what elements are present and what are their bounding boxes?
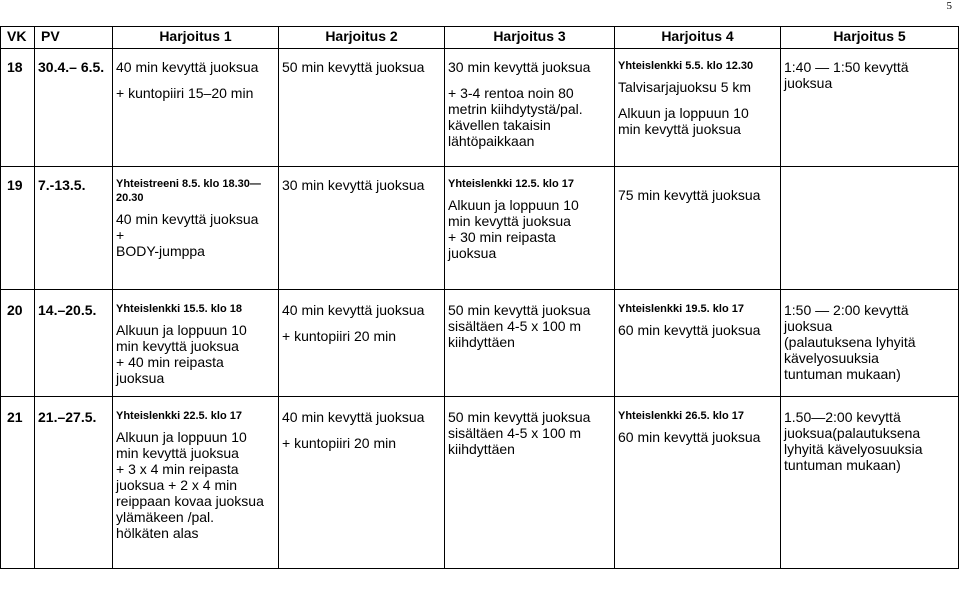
header-harjoitus-5: Harjoitus 5 <box>781 27 959 49</box>
workout-line: 60 min kevyttä juoksua <box>618 429 761 445</box>
workout-line: + 30 min reipasta <box>448 229 556 245</box>
header-vk: VK <box>1 27 35 49</box>
workout-5-cell <box>781 49 959 167</box>
workout-4-cell <box>615 167 781 290</box>
training-schedule-table <box>0 26 959 569</box>
workout-line: 30 min kevyttä juoksua <box>448 59 591 75</box>
workout-4-cell <box>615 397 781 569</box>
workout-line: BODY-jumppa <box>116 243 205 259</box>
workout-line: juoksua <box>116 370 165 386</box>
workout-line: sisältäen 4-5 x 100 m <box>448 425 582 441</box>
workout-line: hölkäten alas <box>116 525 199 541</box>
week-number: 18 <box>1 49 35 167</box>
date-range: 21.–27.5. <box>35 397 113 569</box>
workout-line: kiihdyttäen <box>448 334 515 350</box>
week-number: 21 <box>1 397 35 569</box>
workout-3-cell <box>445 49 615 167</box>
workout-line: + kuntopiiri 15–20 min <box>116 85 254 101</box>
workout-line: juoksua + 2 x 4 min <box>116 477 238 493</box>
workout-5-cell <box>781 167 959 290</box>
date-range: 14.–20.5. <box>35 290 113 397</box>
week-number: 19 <box>1 167 35 290</box>
workout-line: 50 min kevyttä juoksua <box>448 409 591 425</box>
workout-line: lähtöpaikkaan <box>448 133 535 149</box>
page-number: 5 <box>946 0 952 12</box>
workout-line: + <box>116 227 125 243</box>
table-row <box>1 397 959 569</box>
workout-3-cell <box>445 397 615 569</box>
workout-1-cell <box>113 397 279 569</box>
workout-line: juoksua <box>448 245 497 261</box>
group-run-title: Yhteislenkki 12.5. klo 17 <box>448 178 574 190</box>
workout-line: 40 min kevyttä juoksua <box>116 59 259 75</box>
workout-line: juoksua(palautuksena <box>784 425 921 441</box>
table-row <box>1 167 959 290</box>
group-run-title: Yhteislenkki 19.5. klo 17 <box>618 303 744 315</box>
workout-line: 40 min kevyttä juoksua <box>282 302 425 318</box>
workout-4-cell <box>615 49 781 167</box>
workout-line: lyhyitä kävelyosuuksia <box>784 441 923 457</box>
week-number: 20 <box>1 290 35 397</box>
workout-line: Alkuun ja loppuun 10 <box>448 197 579 213</box>
date-range: 30.4.– 6.5. <box>35 49 113 167</box>
workout-line: 40 min kevyttä juoksua <box>282 409 425 425</box>
workout-line: tuntuman mukaan) <box>784 366 901 382</box>
workout-3-cell <box>445 167 615 290</box>
header-harjoitus-3: Harjoitus 3 <box>445 27 615 49</box>
header-harjoitus-2: Harjoitus 2 <box>279 27 445 49</box>
workout-line: + 3 x 4 min reipasta <box>116 461 239 477</box>
workout-line: Alkuun ja loppuun 10 <box>116 429 247 445</box>
group-training-title: 20.30 <box>116 192 144 204</box>
workout-line: Alkuun ja loppuun 10 <box>116 322 247 338</box>
workout-1-cell <box>113 49 279 167</box>
workout-2-cell <box>279 49 445 167</box>
table-row <box>1 49 959 167</box>
workout-line: 40 min kevyttä juoksua <box>116 211 259 227</box>
date-range: 7.-13.5. <box>35 167 113 290</box>
workout-line: (palautuksena lyhyitä <box>784 334 916 350</box>
workout-line: 1.50—2:00 kevyttä <box>784 409 901 425</box>
header-harjoitus-1: Harjoitus 1 <box>113 27 279 49</box>
workout-line: 60 min kevyttä juoksua <box>618 322 761 338</box>
workout-2-cell <box>279 290 445 397</box>
workout-line: 30 min kevyttä juoksua <box>282 177 425 193</box>
workout-line: sisältäen 4-5 x 100 m <box>448 318 582 334</box>
workout-line: min kevyttä juoksua <box>618 121 741 137</box>
group-run-title: Yhteislenkki 22.5. klo 17 <box>116 410 242 422</box>
workout-line: juoksua <box>784 318 833 334</box>
workout-line: metrin kiihdytystä/pal. <box>448 101 583 117</box>
workout-line: 1:40 — 1:50 kevyttä <box>784 59 909 75</box>
header-row <box>1 27 959 49</box>
workout-5-cell <box>781 397 959 569</box>
group-run-title: Yhteislenkki 15.5. klo 18 <box>116 303 242 315</box>
workout-5-cell <box>781 290 959 397</box>
workout-line: 50 min kevyttä juoksua <box>448 302 591 318</box>
workout-4-cell <box>615 290 781 397</box>
workout-line: 1:50 — 2:00 kevyttä <box>784 302 909 318</box>
workout-line: juoksua <box>784 75 833 91</box>
workout-line: kiihdyttäen <box>448 441 515 457</box>
table-row <box>1 290 959 397</box>
workout-1-cell <box>113 167 279 290</box>
group-run-title: Yhteislenkki 26.5. klo 17 <box>618 410 744 422</box>
workout-line: kävellen takaisin <box>448 117 551 133</box>
workout-line: + kuntopiiri 20 min <box>282 328 397 344</box>
workout-line: 75 min kevyttä juoksua <box>618 187 761 203</box>
workout-line: min kevyttä juoksua <box>116 338 239 354</box>
group-run-title: Yhteislenkki 5.5. klo 12.30 <box>618 60 754 72</box>
workout-line: kävelyosuuksia <box>784 350 879 366</box>
workout-line: reippaan kovaa juoksua <box>116 493 264 509</box>
header-harjoitus-4: Harjoitus 4 <box>615 27 781 49</box>
header-pv: PV <box>35 27 113 49</box>
workout-line: + kuntopiiri 20 min <box>282 435 397 451</box>
workout-line: Talvisarjajuoksu 5 km <box>618 79 752 95</box>
workout-line: 50 min kevyttä juoksua <box>282 59 425 75</box>
group-training-title: Yhteistreeni 8.5. klo 18.30— <box>116 178 261 190</box>
workout-line: min kevyttä juoksua <box>448 213 571 229</box>
workout-2-cell <box>279 397 445 569</box>
workout-line: + 40 min reipasta <box>116 354 224 370</box>
workout-line: ylämäkeen /pal. <box>116 509 215 525</box>
workout-2-cell <box>279 167 445 290</box>
workout-line: min kevyttä juoksua <box>116 445 239 461</box>
workout-1-cell <box>113 290 279 397</box>
workout-line: tuntuman mukaan) <box>784 457 901 473</box>
workout-line: + 3-4 rentoa noin 80 <box>448 85 574 101</box>
workout-line: Alkuun ja loppuun 10 <box>618 105 749 121</box>
workout-3-cell <box>445 290 615 397</box>
